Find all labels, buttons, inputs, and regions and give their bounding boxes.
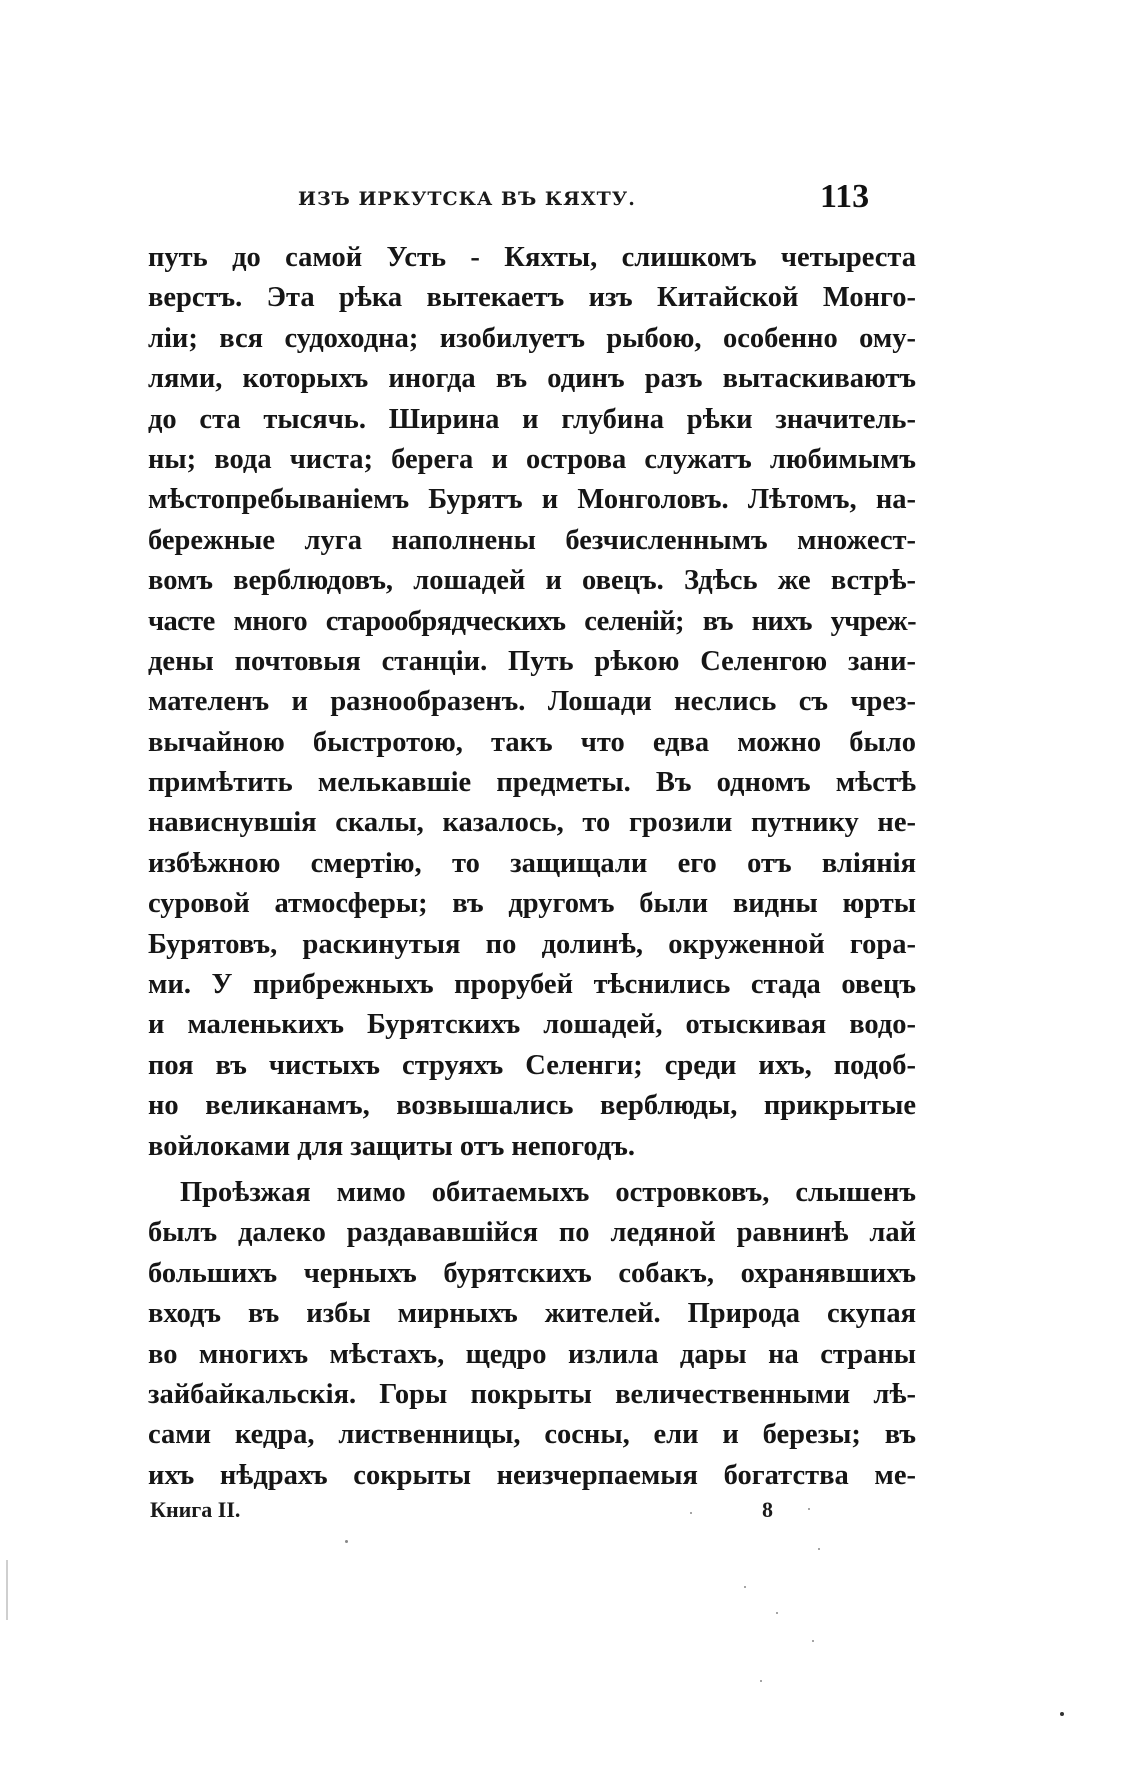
scan-speck	[808, 1508, 810, 1510]
text-line: мѣстопребываніемъ Бурятъ и Монголовъ. Лѣтомъ, на-	[148, 484, 916, 516]
footer-signature-mark: 8	[762, 1497, 773, 1522]
text-line: войлоками для защиты отъ непогодъ.	[148, 1130, 635, 1162]
text-line: ны; вода чиста; берега и острова служатъ любимымъ	[148, 443, 916, 475]
body-text	[148, 238, 916, 1496]
text-line: до ста тысячь. Ширина и глубина рѣки значитель-	[148, 403, 916, 435]
text-line: во многихъ мѣстахъ, щедро излила дары на страны	[148, 1338, 916, 1370]
text-line: верстъ. Эта рѣка вытекаетъ изъ Китайской Монго-	[148, 282, 916, 314]
text-line: входъ въ избы мирныхъ жителей. Природа скупая	[148, 1298, 916, 1330]
text-line: большихъ черныхъ бурятскихъ собакъ, охранявшихъ	[148, 1257, 916, 1289]
text-line: ми. У прибрежныхъ прорубей тѣснились стада овецъ	[148, 969, 916, 1001]
text-line: суровой атмосферы; въ другомъ были видны юрты	[148, 888, 916, 920]
text-line: вомъ верблюдовъ, лошадей и овецъ. Здѣсь же встрѣ-	[148, 565, 916, 597]
text-line: зайбайкальскія. Горы покрыты величественными лѣ-	[148, 1378, 916, 1410]
text-line: и маленькихъ Бурятскихъ лошадей, отыскивая водо-	[148, 1009, 916, 1041]
text-line: сами кедра, лиственницы, сосны, ели и березы; въ	[148, 1419, 916, 1451]
scan-speck	[690, 1512, 692, 1514]
text-line: избѣжною смертію, то защищали его отъ вліянія	[148, 847, 916, 879]
scan-edge-mark	[6, 1560, 8, 1620]
text-line: примѣтить мелькавшіе предметы. Въ одномъ мѣстѣ	[148, 767, 916, 799]
scan-speck	[818, 1548, 820, 1550]
text-line: дены почтовыя станціи. Путь рѣкою Селенгою зани-	[148, 645, 916, 677]
text-line: бережные луга наполнены безчисленнымъ множест-	[148, 524, 916, 556]
scan-speck	[812, 1640, 814, 1642]
page-number: 113	[820, 178, 870, 215]
scan-speck	[744, 1586, 746, 1588]
text-line: ихъ нѣдрахъ сокрыты неизчерпаемыя богатства ме-	[148, 1459, 916, 1491]
scan-speck	[345, 1540, 348, 1543]
text-line: ліи; вся судоходна; изобилуетъ рыбою, особенно ому-	[148, 322, 916, 354]
scan-speck	[1060, 1712, 1064, 1716]
text-line: вычайною быстротою, такъ что едва можно было	[148, 726, 916, 758]
text-line: путь до самой Усть - Кяхты, слишкомъ четыреста	[148, 242, 916, 273]
scan-speck	[776, 1612, 778, 1614]
footer-signature: Книга II.	[150, 1497, 241, 1522]
text-line: поя въ чистыхъ струяхъ Селенги; среди ихъ, подоб-	[148, 1049, 916, 1081]
text-line: Проѣзжая мимо обитаемыхъ островковъ, слышенъ	[180, 1176, 916, 1208]
text-line: часте много старообрядческихъ селеній; въ нихъ учреж-	[148, 605, 916, 637]
text-line: Бурятовъ, раскинутыя по долинѣ, окруженной гора-	[148, 928, 916, 960]
text-line: мателенъ и разнообразенъ. Лошади неслись съ чрез-	[148, 686, 916, 718]
scan-speck	[760, 1680, 762, 1682]
text-line: лями, которыхъ иногда въ одинъ разъ вытаскиваютъ	[148, 363, 916, 395]
text-line: былъ далеко раздававшійся по ледяной равнинѣ лай	[148, 1217, 916, 1249]
text-line: но великанамъ, возвышались верблюды, прикрытые	[148, 1090, 916, 1122]
text-line: нависнувшія скалы, казалось, то грозили путнику не-	[148, 807, 916, 839]
running-head: ИЗЪ ИРКУТСКА ВЪ КЯХТУ.	[298, 188, 636, 210]
